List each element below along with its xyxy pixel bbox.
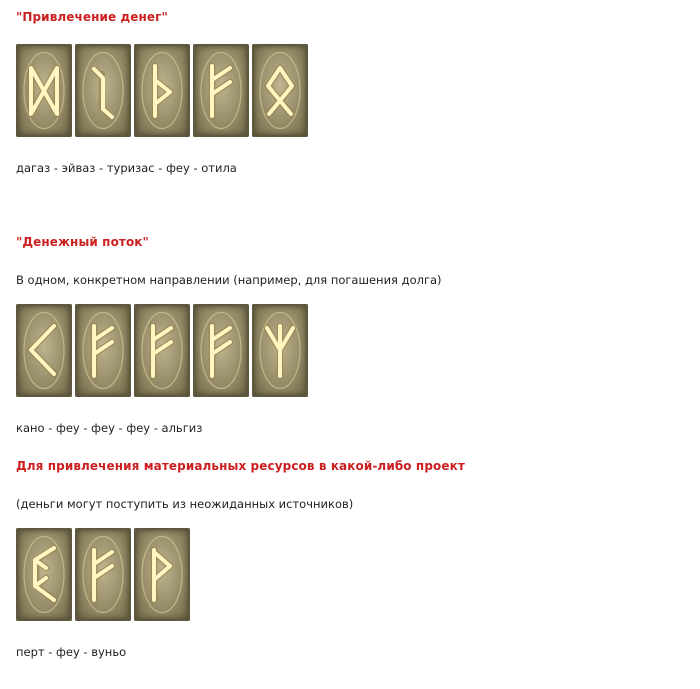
- kano-rune-icon: [16, 304, 72, 397]
- section-1-title: "Привлечение денег": [16, 10, 168, 24]
- rune-tile-fehu: [193, 44, 249, 137]
- section-1-caption: дагаз - эйваз - туризас - феу - отила: [16, 161, 237, 175]
- rune-tile-dagaz: [16, 44, 72, 137]
- rune-tile-fehu: [75, 304, 131, 397]
- dagaz-rune-icon: [16, 44, 72, 137]
- wunjo-rune-icon: [134, 528, 190, 621]
- rune-tile-eihwaz: [75, 44, 131, 137]
- section-2-rune-row: [16, 304, 308, 397]
- rune-tile-fehu: [75, 528, 131, 621]
- rune-tile-fehu: [193, 304, 249, 397]
- eihwaz-rune-icon: [75, 44, 131, 137]
- fehu-rune-icon: [75, 528, 131, 621]
- section-3-rune-row: [16, 528, 190, 621]
- rune-tile-thurisaz: [134, 44, 190, 137]
- rune-tile-othala: [252, 44, 308, 137]
- rune-tile-perthro: [16, 528, 72, 621]
- fehu-rune-icon: [134, 304, 190, 397]
- section-2-caption: кано - феу - феу - феу - альгиз: [16, 421, 203, 435]
- algiz-rune-icon: [252, 304, 308, 397]
- section-2-subtitle: В одном, конкретном направлении (например, для погашения долга): [16, 273, 442, 287]
- fehu-rune-icon: [193, 304, 249, 397]
- othala-rune-icon: [252, 44, 308, 137]
- rune-tile-kano: [16, 304, 72, 397]
- rune-tile-fehu: [134, 304, 190, 397]
- section-3-caption: перт - феу - вуньо: [16, 645, 127, 659]
- section-3-title: Для привлечения материальных ресурсов в какой-либо проект: [16, 459, 465, 473]
- rune-tile-algiz: [252, 304, 308, 397]
- rune-tile-wunjo: [134, 528, 190, 621]
- section-3-subtitle: (деньги могут поступить из неожиданных источников): [16, 497, 354, 511]
- section-1-rune-row: [16, 44, 308, 137]
- fehu-rune-icon: [193, 44, 249, 137]
- fehu-rune-icon: [75, 304, 131, 397]
- thurisaz-rune-icon: [134, 44, 190, 137]
- perthro-rune-icon: [16, 528, 72, 621]
- section-2-title: "Денежный поток": [16, 235, 149, 249]
